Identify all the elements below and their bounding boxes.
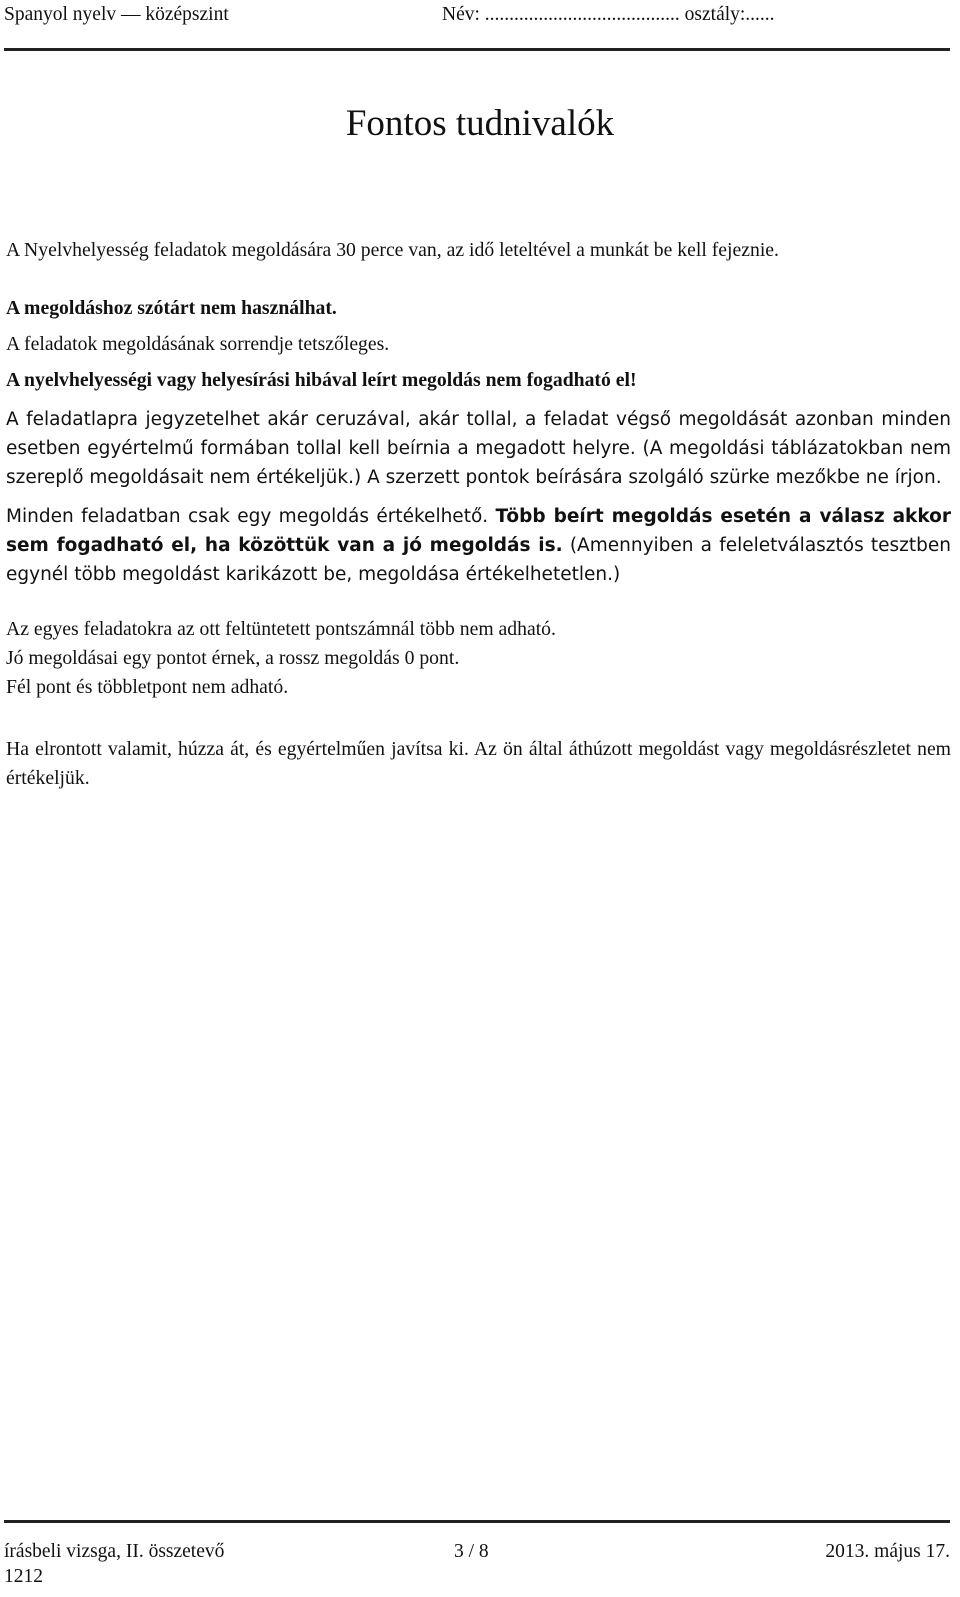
subject-label: Spanyol nyelv — középszint [4, 4, 229, 25]
single-answer-paragraph [6, 502, 951, 589]
max-points-rule: Az egyes feladatokra az ott feltüntetett pontszámnál több nem adható. [6, 618, 556, 640]
order-rule: A feladatok megoldásának sorrendje tetszőleges. [6, 333, 390, 355]
exam-date: 2013. május 17. [825, 1541, 950, 1562]
multiple-answer-warning: Több beírt megoldás esetén a válasz akkor sem fogadható el, ha közöttük van a jó megoldás is. [6, 506, 951, 556]
notes-paragraph: A feladatlapra jegyzetelhet akár ceruzával, akár tollal, a feladat végső megoldását azonban minden esetben egyértelmű formában tollal kell beírnia a megadott helyre. (A megoldási táblázatokban nem szereplő megoldásait nem értékeljük.) A szerzett pontok beírására szolgáló szürke mezőkbe ne írjon. [6, 409, 951, 488]
multiple-choice-note: (Amennyiben a feleletválasztós tesztben egynél több megoldást karikázott be, megoldása értékelhetetlen.) [6, 535, 951, 585]
time-limit-paragraph: A Nyelvhelyesség feladatok megoldására 30 perce van, az idő leteltével a munkát be kell fejeznie. [6, 239, 779, 261]
half-point-rule: Fél pont és többletpont nem adható. [6, 676, 289, 698]
exam-code: 1212 [4, 1566, 43, 1587]
spelling-rule: A nyelvhelyességi vagy helyesírási hibával leírt megoldás nem fogadható el! [6, 369, 637, 391]
dictionary-rule: A megoldáshoz szótárt nem használhat. [6, 297, 337, 319]
page-header [4, 2, 950, 51]
page-title: Fontos tudnivalók [345, 103, 615, 144]
page-footer [4, 1520, 950, 1593]
single-answer-text: Minden feladatban csak egy megoldás értékelhető. [6, 506, 496, 527]
page-number: 3 / 8 [454, 1541, 489, 1562]
scoring-rule: Jó megoldásai egy pontot érnek, a rossz megoldás 0 pont. [6, 647, 460, 669]
instructions-body [6, 236, 951, 793]
name-class-field: Név: ........................................ osztály:...... [442, 4, 775, 25]
exam-label: írásbeli vizsga, II. összetevő [4, 1541, 225, 1562]
correction-rule: Ha elrontott valamit, húzza át, és egyértelműen javítsa ki. Az ön által áthúzott megoldást vagy megoldásrészletet nem értékeljük. [6, 738, 951, 789]
